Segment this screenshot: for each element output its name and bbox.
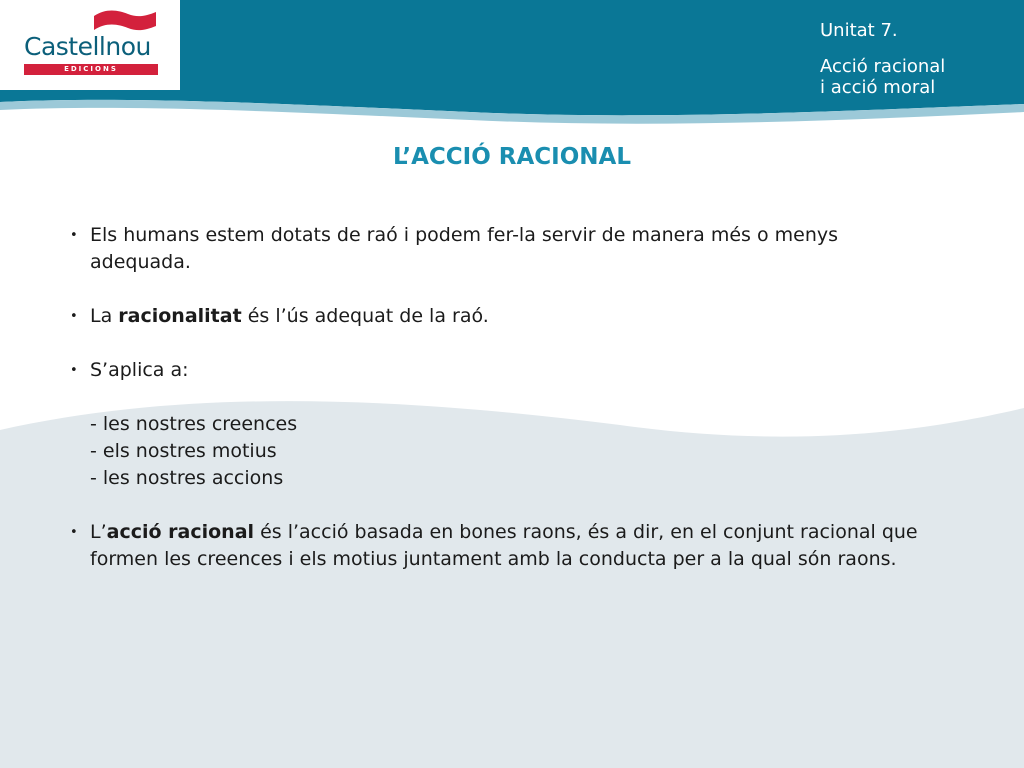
bullet-item: [70, 357, 940, 384]
unit-title-line1: Acció racional: [820, 56, 946, 77]
bullet-dot: •: [70, 309, 78, 324]
bullet-text: S’aplica a:: [90, 359, 189, 381]
bullet-item: [70, 303, 940, 330]
bullet-text-post: és l’acció basada en bones raons, és a dir, en el conjunt racional que formen les creences i els motius juntament amb la conducta per a la qual són raons.: [90, 521, 918, 570]
sub-list-item: - les nostres creences: [90, 413, 298, 435]
unit-title-line2: i acció moral: [820, 77, 936, 98]
slide-content: [70, 222, 940, 573]
sub-list-item: - els nostres motius: [90, 440, 277, 462]
unit-number: Unitat 7.: [820, 20, 898, 41]
castellnou-logo: [22, 8, 162, 78]
unit-title: [820, 56, 1020, 98]
bullet-dot: •: [70, 363, 78, 378]
bullet-text-post: és l’ús adequat de la raó.: [241, 305, 489, 327]
bullet-item: [70, 519, 940, 573]
logo-subtitle: EDICIONS: [24, 64, 158, 75]
bullet-dot: •: [70, 228, 78, 243]
bullet-text-pre: La: [90, 305, 119, 327]
bullet-text-pre: L’: [90, 521, 107, 543]
bullet-item: [70, 222, 940, 276]
bullet-dot: •: [70, 525, 78, 540]
sub-list-item: - les nostres accions: [90, 467, 284, 489]
logo-wordmark: Castellnou: [24, 32, 151, 61]
bullet-term: racionalitat: [118, 305, 242, 327]
flag-icon: [94, 8, 156, 34]
bullet-text: Els humans estem dotats de raó i podem fer-la servir de manera més o menys adequada.: [90, 224, 839, 273]
slide-title: L’ACCIÓ RACIONAL: [393, 144, 631, 170]
bullet-term: acció racional: [106, 521, 255, 543]
